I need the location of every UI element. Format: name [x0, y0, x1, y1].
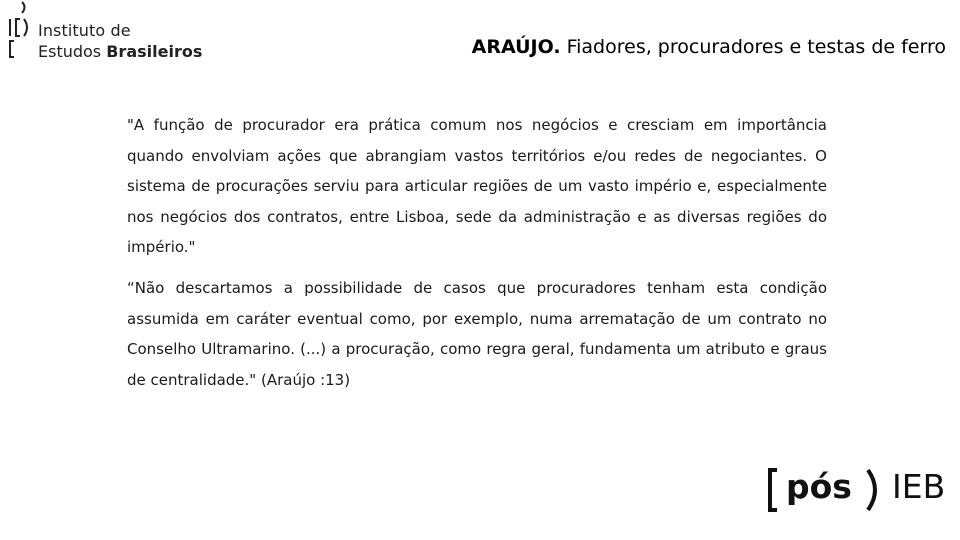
bracket-mark-icon — [8, 0, 42, 66]
quote-paragraph-2: “Não descartamos a possibilidade de casos que procuradores tenham esta condição assumida em caráter eventual como, por exemplo, numa arrematação de um contrato no Conselho Ultramarino. (...) a procuração, como regra geral, fundamenta um atributo e graus de centralidade." (Araújo :13) — [127, 278, 827, 389]
page-title — [472, 36, 946, 58]
logo-institute-name — [38, 41, 202, 62]
pos-label: pós — [786, 467, 852, 506]
institute-logo — [8, 0, 208, 66]
title-text: Fiadores, procuradores e testas de ferro — [560, 36, 946, 58]
logo-institute-label: Instituto de — [38, 21, 131, 40]
quote-section — [127, 110, 827, 395]
title-author: ARAÚJO. — [471, 36, 561, 58]
logo-name-bold: Brasileiros — [106, 42, 203, 61]
pos-ieb-logo — [758, 462, 958, 522]
ieb-label: IEB — [892, 467, 946, 506]
quote-paragraph-1: "A função de procurador era prática comum nos negócios e cresciam em importância quando envolviam ações que abrangiam vastos territórios e/ou redes de negociantes. O sistema de procurações serviu para articular regiões de um vasto império e, especialmente nos negócios dos contratos, entre Lisboa, sede da administração e as diversas regiões do império." — [127, 116, 827, 257]
logo-name-regular: Estudos — [38, 42, 107, 61]
